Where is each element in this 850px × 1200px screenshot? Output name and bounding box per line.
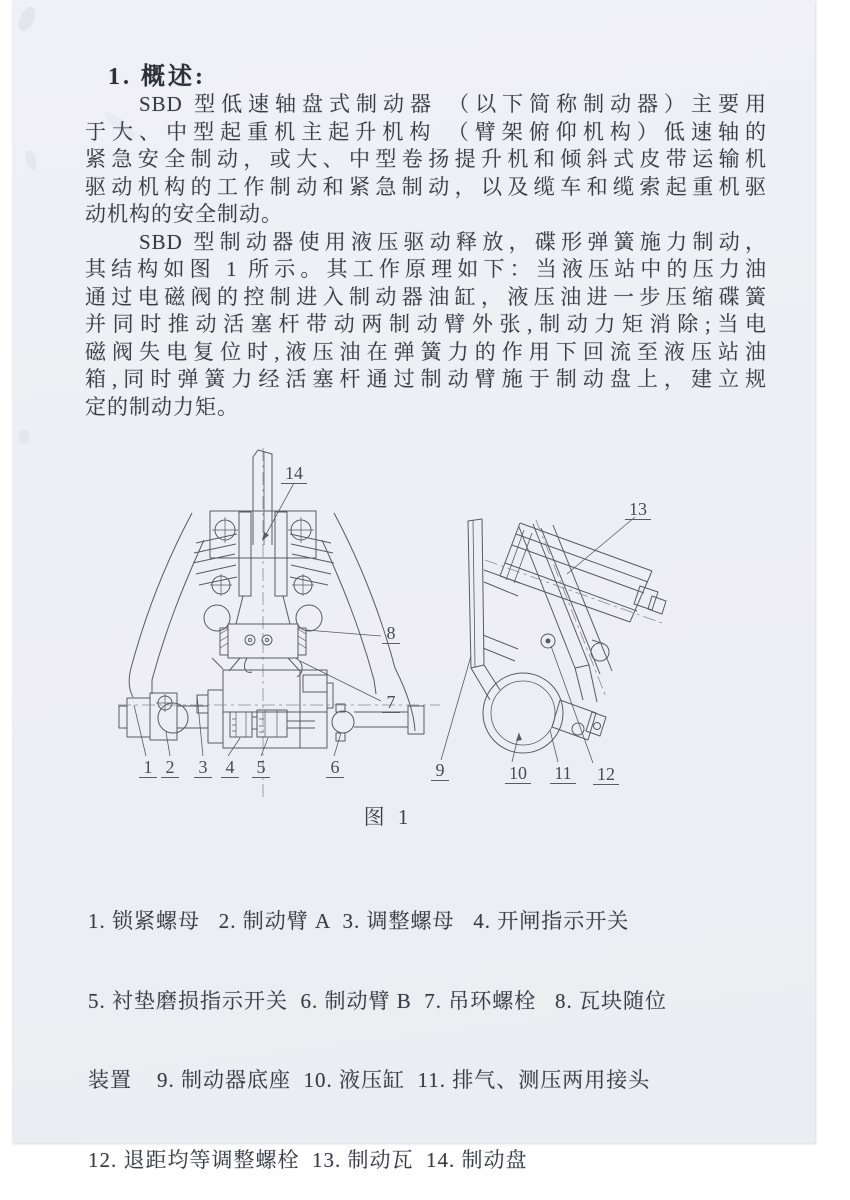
section-heading: 1. 概述: [108,64,206,90]
body-line: 驱动机构的工作制动和紧急制动，以及缆车和缆索起重机驱 [85,174,767,199]
side-view [441,517,666,763]
figure-callout-2: 2 [161,757,179,778]
parts-list [88,857,788,1200]
figure-callout-13: 13 [625,499,651,520]
figure-callout-11: 11 [550,763,576,784]
brake-technical-drawing [110,440,690,805]
body-line: 磁阀失电复位时,液压油在弹簧力的作用下回流至液压站油 [85,339,767,364]
figure-callout-4: 4 [221,757,239,778]
figure-callout-5: 5 [252,757,270,778]
body-line: SBD 型低速轴盘式制动器 （以下简称制动器）主要用 [139,92,767,116]
body-text [85,91,767,421]
body-line: 其结构如图 1 所示。其工作原理如下：当液压站中的压力油 [85,257,767,281]
body-line: 箱,同时弹簧力经活塞杆通过制动臂施于制动盘上，建立规 [85,367,767,391]
parts-list-line: 12. 退距均等调整螺栓 13. 制动瓦 14. 制动盘 [88,1147,528,1172]
parts-list-line: 装置 9. 制动器底座 10. 液压缸 11. 排气、测压两用接头 [88,1068,651,1093]
figure-callout-14: 14 [281,463,307,484]
body-line: 通过电磁阀的控制进入制动器油缸，液压油进一步压缩碟簧 [85,284,767,309]
body-line: 紧急安全制动，或大、中型卷扬提升机和倾斜式皮带运输机 [85,147,767,171]
figure-callout-7: 7 [382,692,400,713]
body-line: 动机构的安全制动。 [85,202,283,226]
figure-callout-8: 8 [382,623,400,644]
body-line: 定的制动力矩。 [85,394,239,419]
figure-callout-3: 3 [194,757,212,778]
figure-callout-10: 10 [505,763,531,784]
body-line: SBD 型制动器使用液压驱动释放，碟形弹簧施力制动， [139,229,767,254]
figure-callout-9: 9 [431,760,449,781]
figure-caption: 图 1 [363,805,413,829]
figure-callout-6: 6 [326,757,344,778]
figure-callout-1: 1 [139,757,157,778]
parts-list-line: 5. 衬垫磨损指示开关 6. 制动臂 B 7. 吊环螺栓 8. 瓦块随位 [88,988,668,1013]
body-line: 于大、中型起重机主起升机构 （臂架俯仰机构）低速轴的 [85,119,767,144]
figure-callout-12: 12 [593,764,619,785]
parts-list-line: 1. 锁紧螺母 2. 制动臂 A 3. 调整螺母 4. 开闸指示开关 [88,909,630,933]
body-line: 并同时推动活塞杆带动两制动臂外张,制动力矩消除;当电 [85,312,767,336]
